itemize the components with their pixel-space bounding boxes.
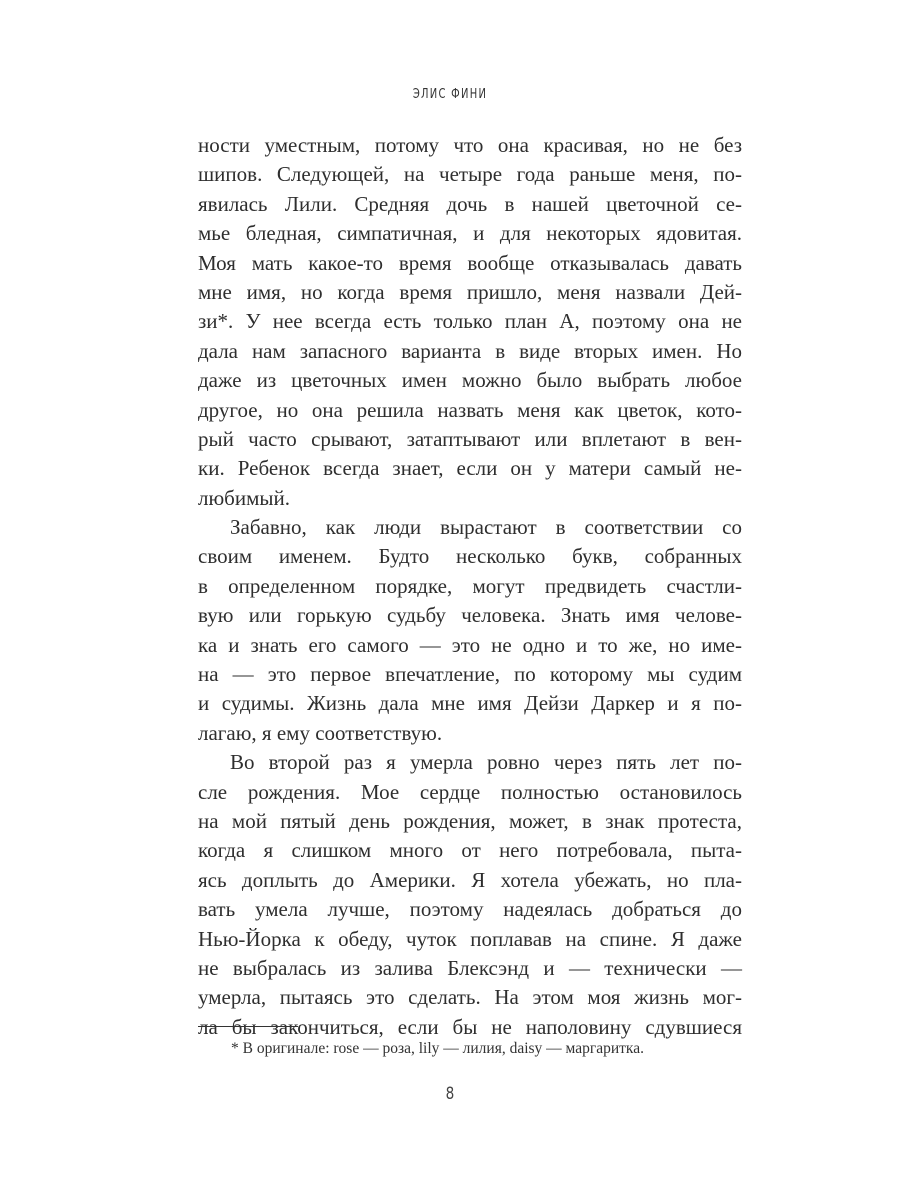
- text-line: другое, но она решила назвать меня как цветок, кото-: [198, 397, 742, 422]
- text-line: явилась Лили. Средняя дочь в нашей цветочной се-: [198, 191, 742, 216]
- text-line: вать умела лучше, поэтому надеялась добраться до: [198, 897, 742, 922]
- text-line: рый часто срывают, затаптывают или вплетают в вен-: [198, 426, 742, 451]
- running-header-author: ЭЛИС ФИНИ: [412, 87, 488, 102]
- footnote: * В оригинале: rose — роза, lily — лилия, daisy — маргаритка.: [231, 1040, 644, 1057]
- text-line: мне имя, но когда время пришло, меня назвали Дей-: [198, 279, 742, 304]
- text-line: ла бы закончиться, если бы не наполовину сдувшиеся: [198, 1014, 742, 1039]
- text-line: Во второй раз я умерла ровно через пять лет по-: [230, 750, 742, 775]
- footnote-divider: [198, 1026, 298, 1027]
- text-line: когда я слишком много от него потребовала, пыта-: [198, 838, 742, 863]
- text-line: не выбралась из залива Блексэнд и — технически —: [198, 955, 742, 980]
- text-line: мье бледная, симпатичная, и для некоторых ядовитая.: [198, 221, 742, 246]
- text-line: своим именем. Будто несколько букв, собранных: [198, 544, 742, 569]
- text-line: любимый.: [198, 485, 290, 510]
- text-line: дала нам запасного варианта в виде вторых имен. Но: [198, 338, 742, 363]
- text-line: вую или горькую судьбу человека. Знать имя челове-: [198, 603, 742, 628]
- text-line: и судимы. Жизнь дала мне имя Дейзи Даркер и я по-: [198, 691, 742, 716]
- text-line: Нью-Йорка к обеду, чуток поплавав на спине. Я даже: [198, 926, 742, 951]
- text-line: в определенном порядке, могут предвидеть счастли-: [198, 573, 742, 598]
- text-line: ности уместным, потому что она красивая, но не без: [198, 133, 742, 157]
- text-line: зи*. У нее всегда есть только план А, поэтому она не: [198, 309, 742, 334]
- text-line: шипов. Следующей, на четыре года раньше меня, по-: [198, 162, 742, 187]
- text-line: на — это первое впечатление, по которому мы судим: [198, 662, 742, 687]
- text-line: даже из цветочных имен можно было выбрать любое: [198, 368, 742, 393]
- text-line: ясь доплыть до Америки. Я хотела убежать, но пла-: [198, 867, 742, 892]
- text-line: сле рождения. Мое сердце полностью остановилось: [198, 779, 742, 804]
- text-line: Моя мать какое-то время вообще отказывалась давать: [198, 250, 742, 275]
- text-line: ки. Ребенок всегда знает, если он у матери самый не-: [198, 456, 742, 481]
- text-line: ка и знать его самого — это не одно и то же, но име-: [198, 632, 742, 657]
- text-line: лагаю, я ему соответствую.: [198, 720, 443, 745]
- text-line: умерла, пытаясь это сделать. На этом моя жизнь мог-: [198, 985, 742, 1010]
- page-number: 8: [445, 1084, 455, 1104]
- text-line: Забавно, как люди вырастают в соответствии со: [230, 515, 742, 540]
- text-line: на мой пятый день рождения, может, в знак протеста,: [198, 808, 742, 833]
- page-body-text: [198, 131, 742, 1042]
